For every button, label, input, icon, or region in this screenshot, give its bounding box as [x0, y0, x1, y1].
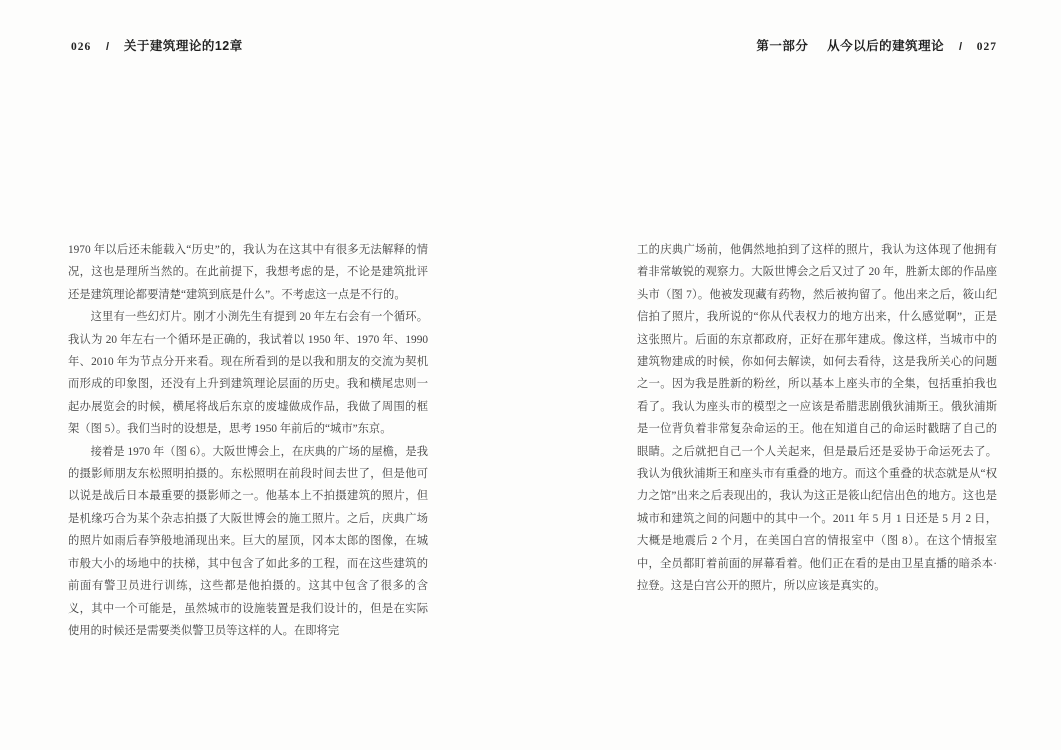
right-header-separator: /	[958, 41, 962, 53]
paragraph: 1970 年以后还未能载入“历史”的，我认为在这其中有很多无法解释的情况，这也是理所当然的。在此前提下，我想考虑的是，不论是建筑批评还是建筑理论都要清楚“建筑到底是什么”。不考虑这一点是不行的。	[68, 244, 428, 301]
right-text-column	[637, 239, 997, 598]
right-running-header	[756, 36, 997, 54]
right-header-section: 第一部分	[756, 39, 809, 53]
left-header-title: 关于建筑理论的12章	[123, 39, 243, 53]
left-page-number: 026	[71, 41, 92, 53]
right-header-title: 从今以后的建筑理论	[827, 39, 945, 53]
paragraph: 工的庆典广场前，他偶然地拍到了这样的照片，我认为这体现了他拥有着非常敏锐的观察力。大阪世博会之后又过了 20 年，胜新太郎的作品座头市（图 7）。他被发现藏有药物，然后被拘留了。他出来之后，筱山纪信拍了照片，我所说的“你从代表权力的地方出来，什么感觉啊”，正是这张照片。后面的东京都政府，正好在那年建成。像这样，当城市中的建筑物建成的时候，你如何去解读，如何去看待，这是我所关心的问题之一。因为我是胜新的粉丝，所以基本上座头市的全集，包括重拍我也看了。我认为座头市的模型之一应该是希腊悲剧俄狄浦斯王。俄狄浦斯是一位背负着非常复杂命运的王。他在知道自己的命运时戳瞎了自己的眼睛。之后就把自己一个人关起来，但是最后还是妥协于命运死去了。我认为俄狄浦斯王和座头市有重叠的地方。而这个重叠的状态就是从“权力之馆”出来之后表现出的，我认为这正是筱山纪信出色的地方。这也是城市和建筑之间的问题中的其中一个。2011 年 5 月 1 日还是 5 月 2 日，大概是地震后 2 个月，在美国白宫的情报室中（图 8）。在这个情报室中，全员都盯着前面的屏幕看着。他们正在看的是由卫星直播的暗杀本·拉登。这是白宫公开的照片，所以应该是真实的。	[637, 244, 997, 593]
left-header-separator: /	[106, 41, 110, 53]
paragraph: 接着是 1970 年（图 6）。大阪世博会上，在庆典的广场的屋檐，是我的摄影师朋友东松照明拍摄的。东松照明在前段时间去世了，但是他可以说是战后日本最重要的摄影师之一。他基本上不拍摄建筑的照片，但是机缘巧合为某个杂志拍摄了大阪世博会的施工照片。之后，庆典广场的照片如雨后春笋般地涌现出来。巨大的屋顶，冈本太郎的图像，在城市般大小的场地中的扶梯，其中包含了如此多的工程，而在这些建筑的前面有警卫员进行训练，这些都是他拍摄的。这其中包含了很多的含义，其中一个可能是，虽然城市的设施装置是我们设计的，但是在实际使用的时候还是需要类似警卫员等这样的人。在即将完	[68, 445, 428, 637]
left-text-column	[68, 239, 428, 642]
paragraph: 这里有一些幻灯片。刚才小渕先生有提到 20 年左右会有一个循环。我认为 20 年左右一个循环是正确的，我试着以 1950 年、1970 年、1990 年、2010 年为节点分开来看。现在所看到的是以我和朋友的交流为契机而形成的印象图，还没有上升到建筑理论层面的历史。我和横尾忠则一起办展览会的时候，横尾将战后东京的废墟做成作品，我做了周围的框架（图 5）。我们当时的设想是，思考 1950 年前后的“城市”东京。	[68, 311, 428, 436]
left-running-header	[71, 36, 243, 54]
right-page-number: 027	[976, 41, 997, 53]
